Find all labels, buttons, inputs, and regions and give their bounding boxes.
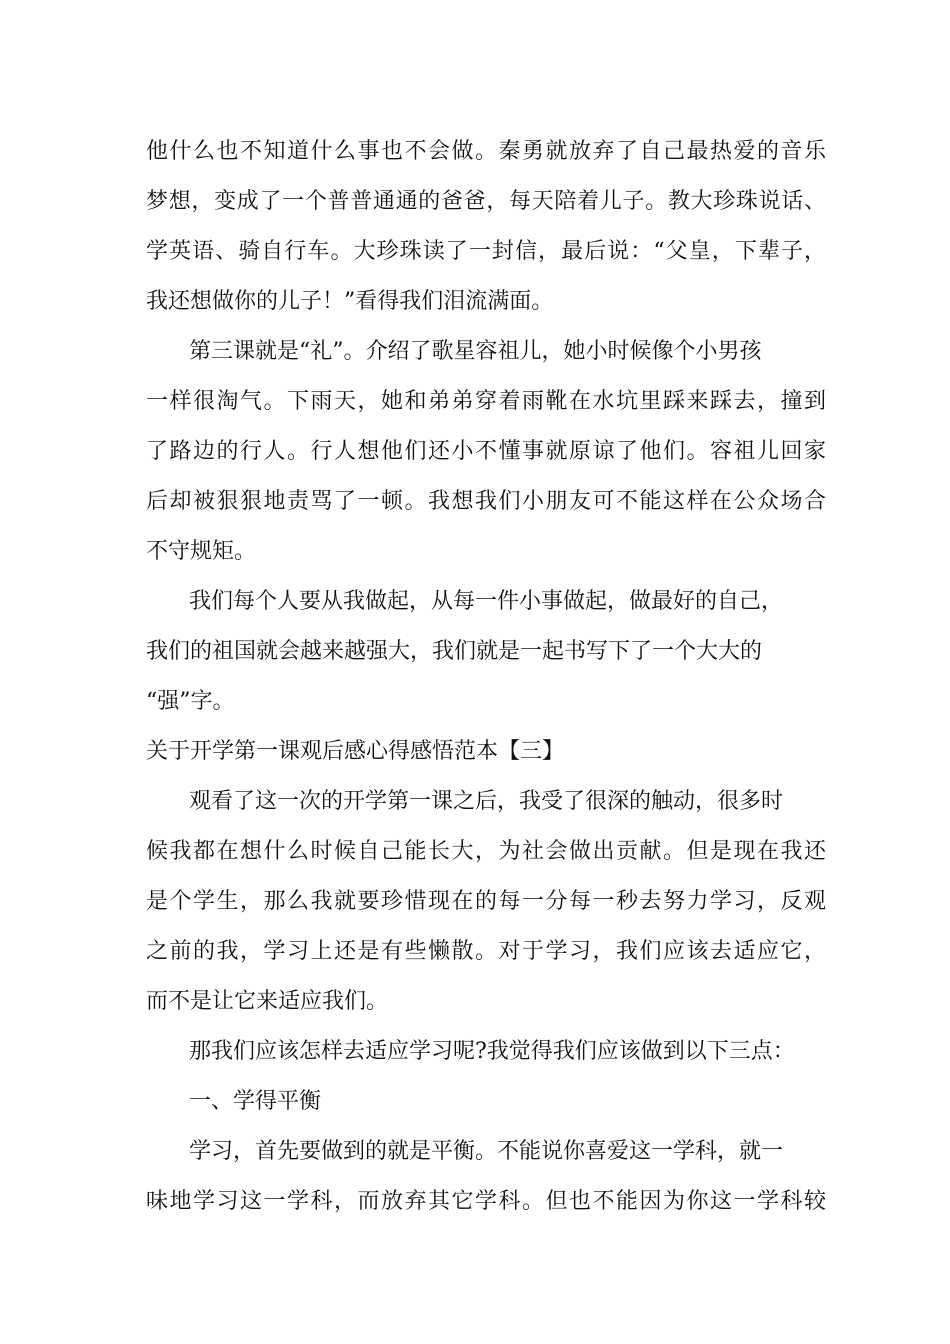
section-heading: 关于开学第一课观后感心得感悟范本【三】	[146, 739, 565, 764]
paragraph-line: 学习，首先要做到的就是平衡。不能说你喜爱这一学科，就一	[189, 1139, 784, 1164]
paragraph-line: 一样很淘气。下雨天，她和弟弟穿着雨靴在水坑里踩来踩去，撞到	[146, 389, 826, 414]
paragraph-line: 我们的祖国就会越来越强大，我们就是一起书写下了一个大大的	[146, 639, 763, 664]
paragraph-line: 不守规矩。	[146, 539, 257, 564]
paragraph-line: 他什么也不知道什么事也不会做。秦勇就放弃了自己最热爱的音乐	[146, 139, 826, 164]
paragraph-line: 梦想，变成了一个普普通通的爸爸，每天陪着儿子。教大珍珠说话、	[146, 189, 826, 214]
paragraph-line: “强”字。	[146, 689, 235, 714]
subheading: 一、学得平衡	[189, 1089, 322, 1114]
paragraph-line: 我还想做你的儿子！”看得我们泪流满面。	[146, 289, 554, 314]
paragraph-line: 后却被狠狠地责骂了一顿。我想我们小朋友可不能这样在公众场合	[146, 489, 826, 514]
paragraph-line: 那我们应该怎样去适应学习呢?我觉得我们应该做到以下三点：	[189, 1039, 795, 1064]
paragraph-line: 第三课就是“礼”。介绍了歌星容祖儿，她小时候像个小男孩	[189, 339, 762, 364]
paragraph-line: 候我都在想什么时候自己能长大，为社会做出贡献。但是现在我还	[146, 839, 826, 864]
paragraph-line: 而不是让它来适应我们。	[146, 989, 389, 1014]
paragraph-line: 了路边的行人。行人想他们还小不懂事就原谅了他们。容祖儿回家	[146, 439, 826, 464]
paragraph-line: 学英语、骑自行车。大珍珠读了一封信，最后说：“父皇，下辈子，	[146, 239, 826, 264]
paragraph-line: 观看了这一次的开学第一课之后，我受了很深的触动，很多时	[189, 789, 784, 814]
paragraph-line: 之前的我，学习上还是有些懒散。对于学习，我们应该去适应它，	[146, 939, 826, 964]
paragraph-line: 是个学生，那么我就要珍惜现在的每一分每一秒去努力学习，反观	[146, 889, 826, 914]
paragraph-line: 我们每个人要从我做起，从每一件小事做起，做最好的自己，	[189, 589, 784, 614]
paragraph-line: 味地学习这一学科，而放弃其它学科。但也不能因为你这一学科较	[146, 1189, 826, 1214]
